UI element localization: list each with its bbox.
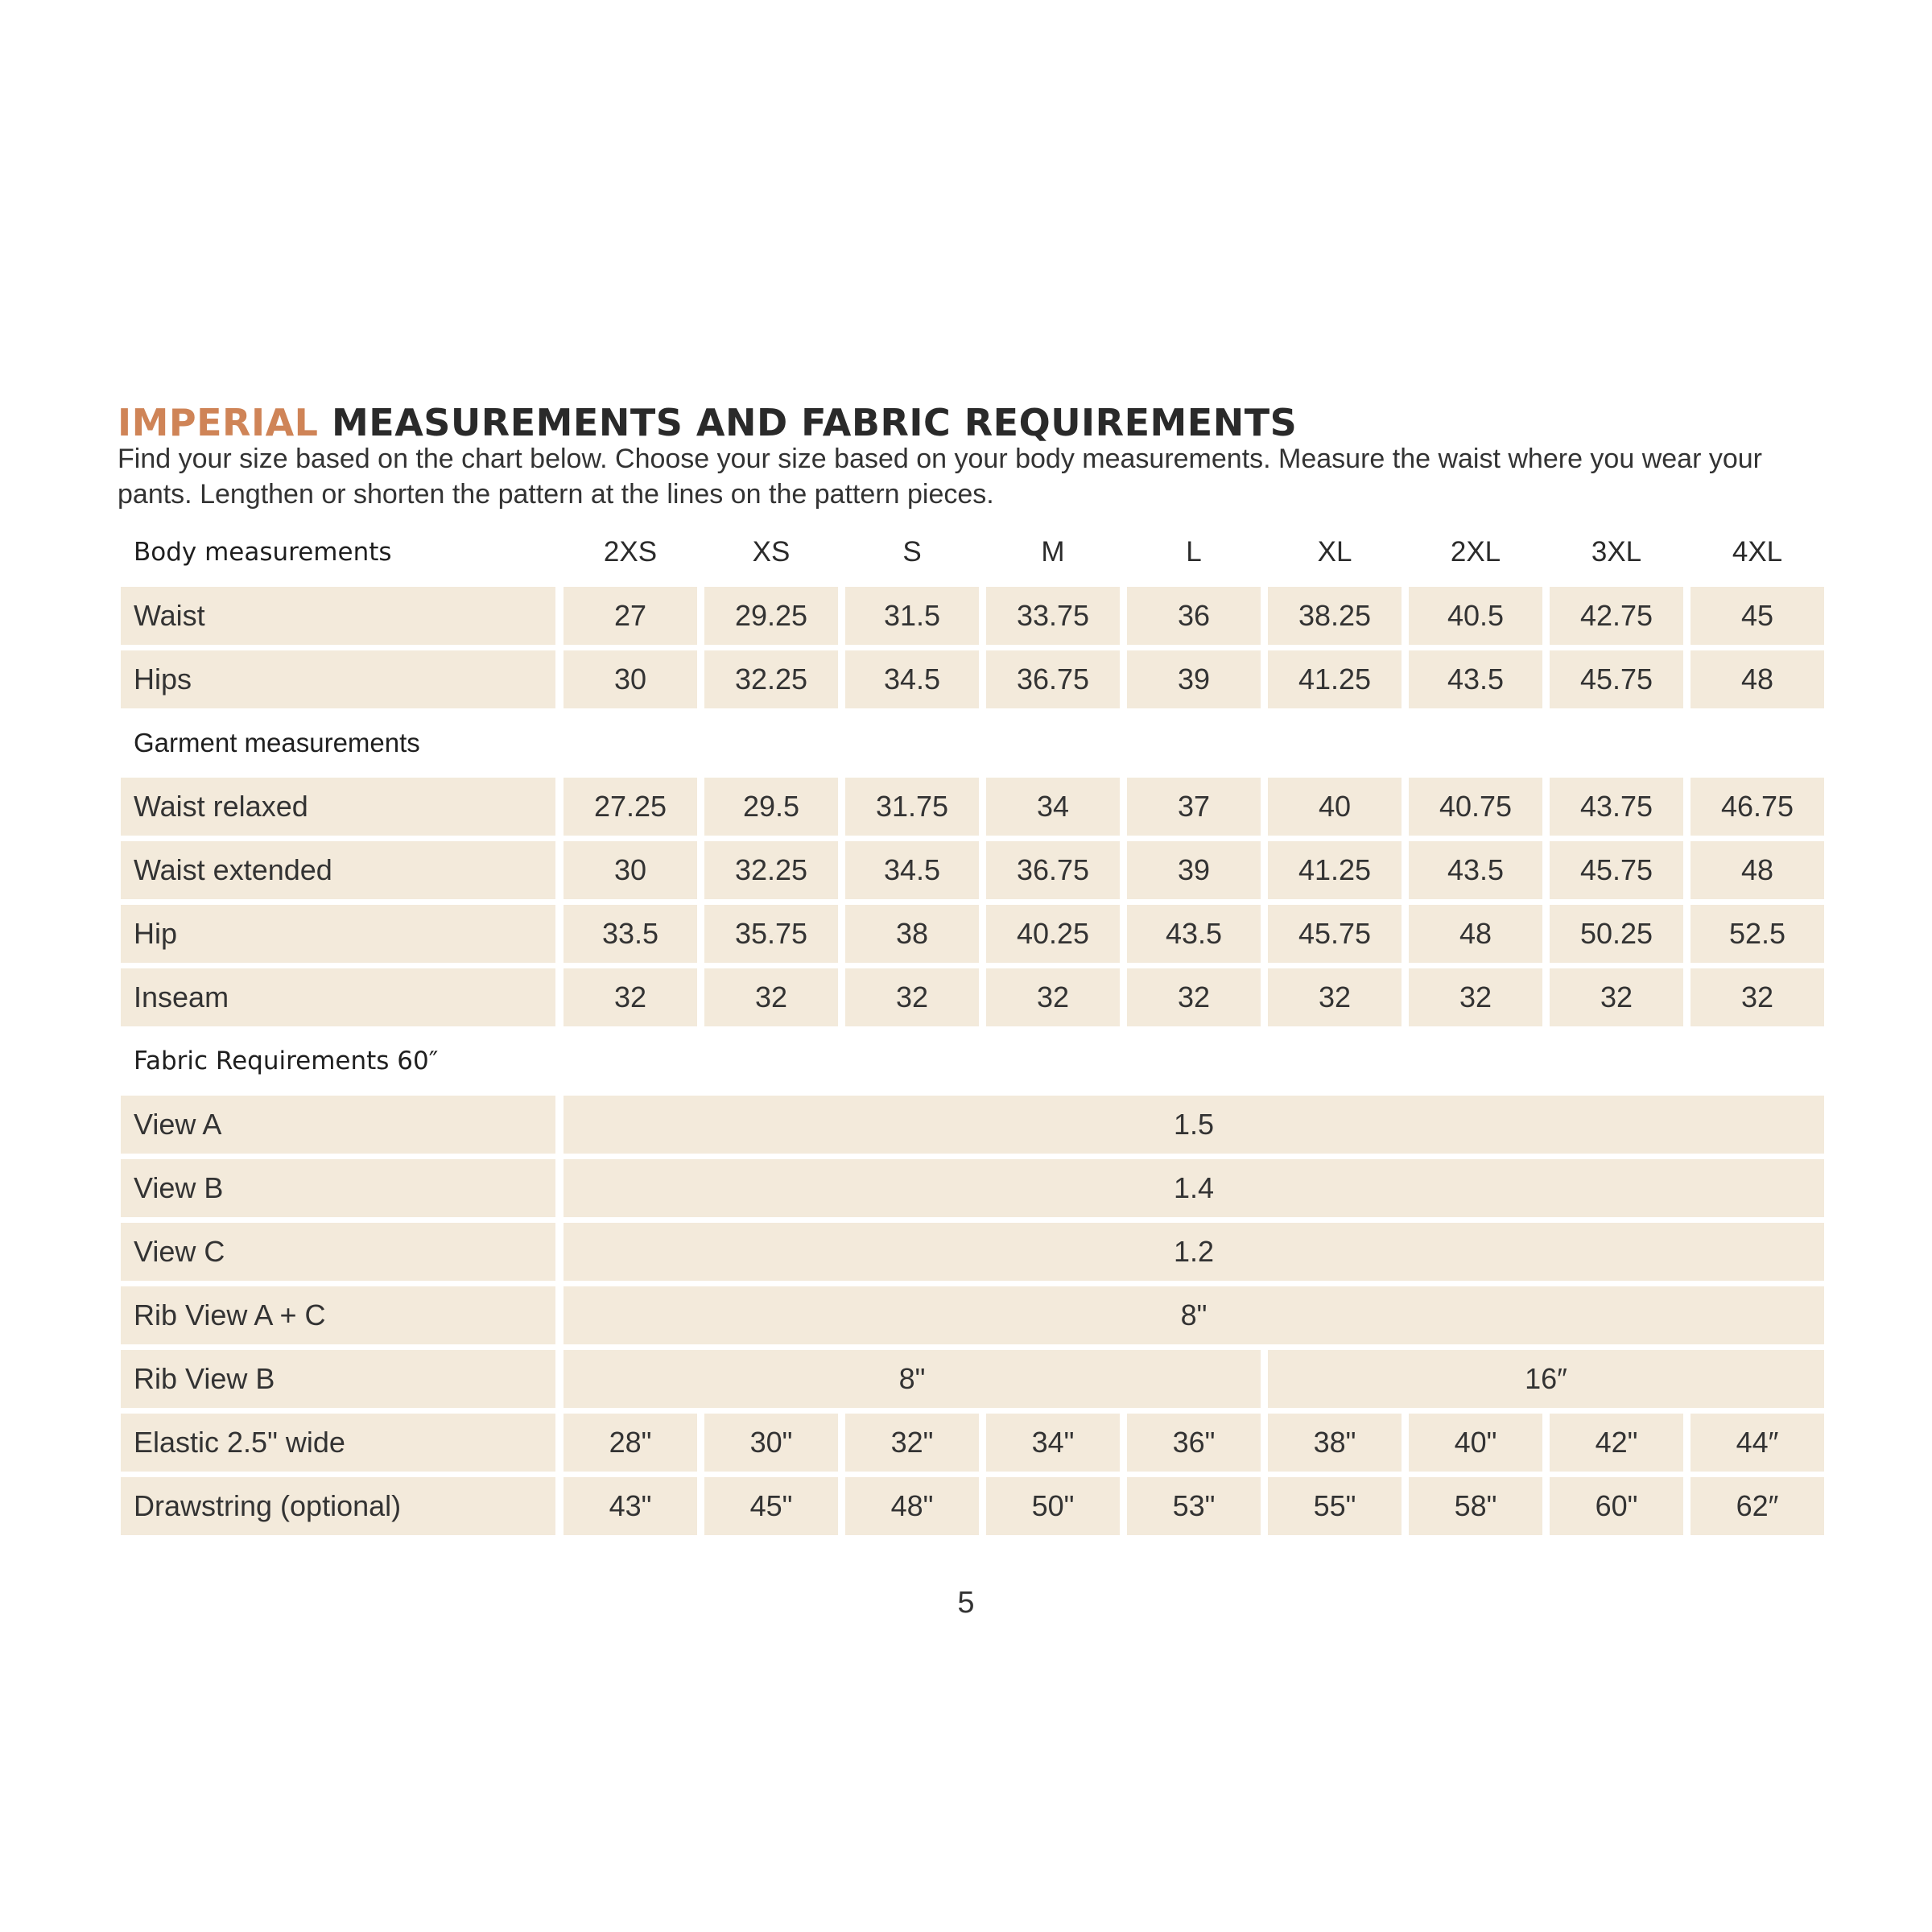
value-cell: 38" xyxy=(1268,1414,1402,1472)
value-cell: 43" xyxy=(564,1477,697,1535)
value-cell: 31.75 xyxy=(845,778,979,836)
table-row xyxy=(121,1286,1819,1344)
intro-text: Find your size based on the chart below. Choose your size based on your body measurements. Measure the waist where you wear your pants. Lengthen or shorten the pattern at the lines on the pattern pieces. xyxy=(118,444,1762,510)
table-row xyxy=(121,587,1819,645)
value-cell: 48" xyxy=(845,1477,979,1535)
value-cell: 16″ xyxy=(1268,1350,1824,1408)
size-header-l: L xyxy=(1186,536,1202,568)
value-cell: 8" xyxy=(564,1286,1824,1344)
value-cell: 36.75 xyxy=(986,650,1120,708)
value-cell: 52.5 xyxy=(1690,905,1824,963)
value-cell: 34.5 xyxy=(845,841,979,899)
page-number: 5 xyxy=(957,1586,975,1620)
value-cell: 1.5 xyxy=(564,1096,1824,1154)
value-cell: 8" xyxy=(564,1350,1261,1408)
value-cell: 31.5 xyxy=(845,587,979,645)
table-row xyxy=(121,1350,1819,1408)
value-cell: 45.75 xyxy=(1268,905,1402,963)
value-cell: 41.25 xyxy=(1268,650,1402,708)
value-cell: 45.75 xyxy=(1550,650,1683,708)
value-cell: 43.5 xyxy=(1409,650,1542,708)
value-cell: 27 xyxy=(564,587,697,645)
value-cell: 50" xyxy=(986,1477,1120,1535)
value-cell: 60" xyxy=(1550,1477,1683,1535)
value-cell: 45 xyxy=(1690,587,1824,645)
table-row xyxy=(121,1223,1819,1281)
value-cell: 30 xyxy=(564,650,697,708)
value-cell: 29.5 xyxy=(704,778,838,836)
value-cell: 34 xyxy=(986,778,1120,836)
size-header-2xl: 2XL xyxy=(1450,536,1501,568)
value-cell: 29.25 xyxy=(704,587,838,645)
value-cell: 28" xyxy=(564,1414,697,1472)
value-cell: 27.25 xyxy=(564,778,697,836)
size-header-4xl: 4XL xyxy=(1732,536,1783,568)
table-row xyxy=(121,1159,1819,1217)
page-heading xyxy=(118,401,1297,444)
size-header-m: M xyxy=(1041,536,1065,568)
size-header-2xs: 2XS xyxy=(603,536,658,568)
size-header-3xl: 3XL xyxy=(1591,536,1642,568)
value-cell: 45" xyxy=(704,1477,838,1535)
section-row-fabric xyxy=(121,1032,1819,1090)
size-header-s: S xyxy=(902,536,922,568)
value-cell: 48 xyxy=(1409,905,1542,963)
value-cell: 1.4 xyxy=(564,1159,1824,1217)
value-cell: 40" xyxy=(1409,1414,1542,1472)
value-cell: 32 xyxy=(845,968,979,1026)
value-cell: 44″ xyxy=(1690,1414,1824,1472)
row-label: Rib View B xyxy=(121,1350,555,1408)
value-cell: 55" xyxy=(1268,1477,1402,1535)
value-cell: 32" xyxy=(845,1414,979,1472)
row-label: View C xyxy=(121,1223,555,1281)
value-cell: 33.5 xyxy=(564,905,697,963)
row-label: Rib View A + C xyxy=(121,1286,555,1344)
section-label-garment: Garment measurements xyxy=(134,728,420,758)
table-row xyxy=(121,1096,1819,1154)
size-header-xl: XL xyxy=(1317,536,1352,568)
value-cell: 43.5 xyxy=(1409,841,1542,899)
value-cell: 45.75 xyxy=(1550,841,1683,899)
table-row xyxy=(121,905,1819,963)
value-cell: 42.75 xyxy=(1550,587,1683,645)
value-cell: 32.25 xyxy=(704,650,838,708)
table-row xyxy=(121,1477,1819,1535)
value-cell: 36.75 xyxy=(986,841,1120,899)
row-label: Waist extended xyxy=(121,841,555,899)
value-cell: 62″ xyxy=(1690,1477,1824,1535)
value-cell: 48 xyxy=(1690,650,1824,708)
row-label: View B xyxy=(121,1159,555,1217)
row-label: Waist xyxy=(121,587,555,645)
value-cell: 39 xyxy=(1127,650,1261,708)
row-label: Hip xyxy=(121,905,555,963)
value-cell: 32 xyxy=(1127,968,1261,1026)
value-cell: 43.5 xyxy=(1127,905,1261,963)
row-label: Drawstring (optional) xyxy=(121,1477,555,1535)
value-cell: 32 xyxy=(986,968,1120,1026)
value-cell: 32.25 xyxy=(704,841,838,899)
value-cell: 40.5 xyxy=(1409,587,1542,645)
table-row xyxy=(121,841,1819,899)
value-cell: 40 xyxy=(1268,778,1402,836)
value-cell: 50.25 xyxy=(1550,905,1683,963)
value-cell: 34.5 xyxy=(845,650,979,708)
size-header-xs: XS xyxy=(752,536,791,568)
value-cell: 34" xyxy=(986,1414,1120,1472)
value-cell: 42" xyxy=(1550,1414,1683,1472)
value-cell: 40.75 xyxy=(1409,778,1542,836)
section-label-fabric: Fabric Requirements 60″ xyxy=(134,1046,439,1075)
table-row xyxy=(121,1414,1819,1472)
value-cell: 36" xyxy=(1127,1414,1261,1472)
value-cell: 1.2 xyxy=(564,1223,1824,1281)
heading-rest: MEASUREMENTS AND FABRIC REQUIREMENTS xyxy=(318,401,1298,444)
table-row xyxy=(121,968,1819,1026)
value-cell: 48 xyxy=(1690,841,1824,899)
row-label: Elastic 2.5" wide xyxy=(121,1414,555,1472)
value-cell: 32 xyxy=(1409,968,1542,1026)
value-cell: 40.25 xyxy=(986,905,1120,963)
value-cell: 53" xyxy=(1127,1477,1261,1535)
value-cell: 30" xyxy=(704,1414,838,1472)
value-cell: 35.75 xyxy=(704,905,838,963)
row-label: View A xyxy=(121,1096,555,1154)
section-row-garment xyxy=(121,714,1819,772)
value-cell: 38.25 xyxy=(1268,587,1402,645)
value-cell: 46.75 xyxy=(1690,778,1824,836)
value-cell: 32 xyxy=(1268,968,1402,1026)
value-cell: 32 xyxy=(564,968,697,1026)
heading-accent: IMPERIAL xyxy=(118,401,319,444)
value-cell: 41.25 xyxy=(1268,841,1402,899)
row-label: Inseam xyxy=(121,968,555,1026)
size-header-row xyxy=(121,523,1819,581)
section-label-body: Body measurements xyxy=(134,538,392,567)
value-cell: 36 xyxy=(1127,587,1261,645)
value-cell: 30 xyxy=(564,841,697,899)
value-cell: 33.75 xyxy=(986,587,1120,645)
value-cell: 37 xyxy=(1127,778,1261,836)
table-row xyxy=(121,650,1819,708)
value-cell: 32 xyxy=(1550,968,1683,1026)
value-cell: 43.75 xyxy=(1550,778,1683,836)
value-cell: 32 xyxy=(1690,968,1824,1026)
value-cell: 32 xyxy=(704,968,838,1026)
row-label: Waist relaxed xyxy=(121,778,555,836)
row-label: Hips xyxy=(121,650,555,708)
value-cell: 38 xyxy=(845,905,979,963)
value-cell: 58" xyxy=(1409,1477,1542,1535)
table-row xyxy=(121,778,1819,836)
value-cell: 39 xyxy=(1127,841,1261,899)
